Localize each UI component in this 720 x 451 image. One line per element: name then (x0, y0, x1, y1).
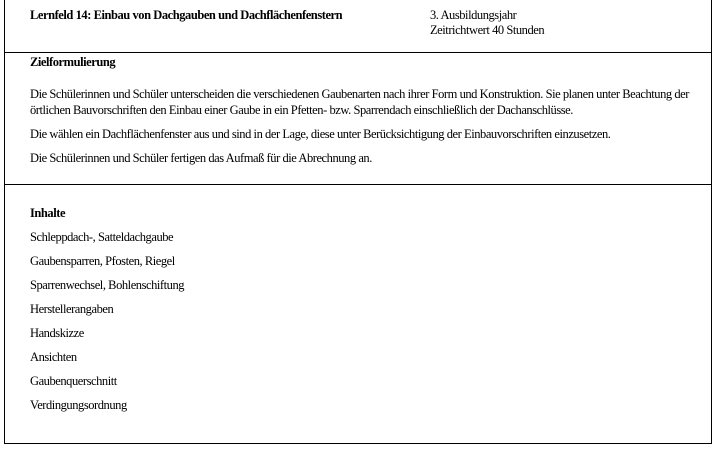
list-item: Verdingungsordnung (30, 398, 127, 412)
zielformulierung-paragraph: Die Schülerinnen und Schüler fertigen das Aufmaß für die Abrechnung an. (30, 151, 372, 165)
header-divider (5, 52, 711, 53)
list-item: Gaubenquerschnitt (30, 374, 117, 388)
zielformulierung-paragraph: Die wählen ein Dachflächenfenster aus und sind in der Lage, diese unter Berücksichtigung der Einbauvorschriften einzusetzen. (30, 127, 611, 141)
list-item: Sparrenwechsel, Bohlenschiftung (30, 278, 185, 292)
zielformulierung-heading: Zielformulierung (30, 55, 116, 69)
zielformulierung-paragraph: Die Schülerinnen und Schüler unterscheiden die verschiedenen Gaubenarten nach ihrer Form und Konstruktion. Sie planen unter Beachtung der örtlichen Bauvorschriften den Einbau einer Gaube in ein Pfetten- bzw. Sparrendach einschließlich der Dachanschlüsse. (30, 87, 689, 117)
list-item: Schleppdach-, Satteldachgaube (30, 230, 174, 244)
lernfeld-title: Lernfeld 14: Einbau von Dachgauben und Dachflächenfenstern (30, 8, 343, 22)
time-guideline: Zeitrichtwert 40 Stunden (430, 23, 545, 37)
list-item: Ansichten (30, 350, 77, 364)
inhalte-list (30, 230, 184, 422)
training-year: 3. Ausbildungsjahr (430, 8, 517, 22)
list-item: Gaubensparren, Pfosten, Riegel (30, 254, 175, 268)
inhalte-heading: Inhalte (30, 206, 66, 220)
list-item: Herstellerangaben (30, 302, 114, 316)
section-divider (5, 184, 711, 185)
list-item: Handskizze (30, 326, 84, 340)
